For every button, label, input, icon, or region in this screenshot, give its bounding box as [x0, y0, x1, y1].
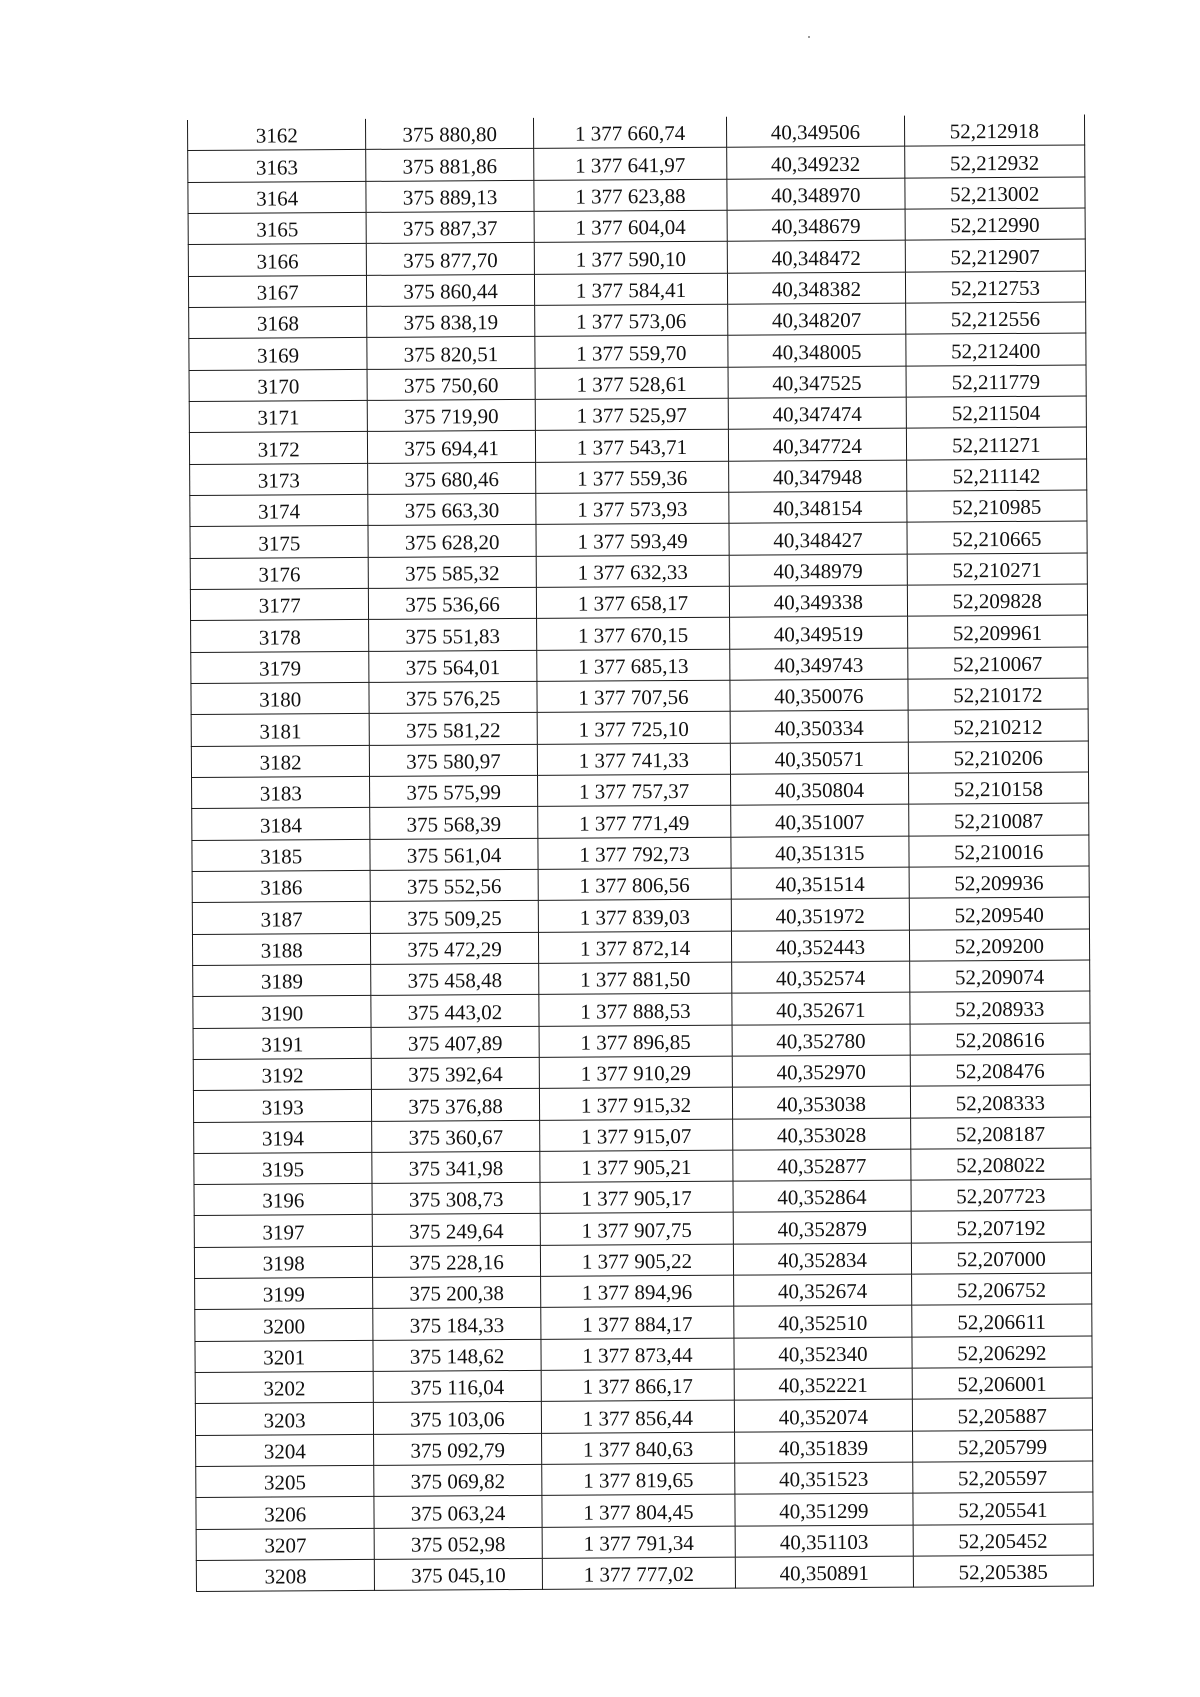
x-coordinate-cell: 375 881,86	[366, 149, 534, 181]
table-row	[192, 897, 1089, 934]
y-coordinate-cell: 1 377 804,45	[542, 1495, 736, 1528]
y-coordinate-cell: 1 377 528,61	[535, 367, 729, 400]
y-coordinate-cell: 1 377 543,71	[535, 429, 729, 462]
table-row	[195, 1273, 1092, 1310]
y-coordinate-cell: 1 377 806,56	[538, 868, 732, 901]
table-row	[188, 208, 1085, 245]
longitude-cell: 40,352970	[732, 1055, 910, 1087]
point-number-cell: 3191	[193, 1027, 372, 1059]
latitude-cell: 52,208476	[910, 1054, 1091, 1086]
latitude-cell: 52,210172	[907, 678, 1088, 710]
y-coordinate-cell: 1 377 905,22	[540, 1244, 734, 1277]
y-coordinate-cell: 1 377 658,17	[536, 586, 730, 619]
table-row	[194, 1116, 1091, 1153]
x-coordinate-cell: 375 552,56	[370, 869, 538, 901]
point-number-cell: 3202	[195, 1372, 374, 1404]
point-number-cell: 3192	[193, 1058, 372, 1090]
longitude-cell: 40,348970	[727, 178, 905, 210]
table-row	[193, 1085, 1090, 1122]
table-row	[188, 271, 1085, 308]
latitude-cell: 52,210206	[908, 741, 1089, 773]
latitude-cell: 52,212932	[904, 145, 1085, 177]
point-number-cell: 3165	[188, 212, 367, 244]
x-coordinate-cell: 375 407,89	[371, 1026, 539, 1058]
table-row	[193, 960, 1090, 997]
latitude-cell: 52,210158	[908, 772, 1089, 804]
y-coordinate-cell: 1 377 525,97	[535, 398, 729, 431]
x-coordinate-cell: 375 887,37	[366, 211, 534, 243]
longitude-cell: 40,348679	[727, 209, 905, 241]
longitude-cell: 40,352574	[732, 961, 910, 993]
table-row	[196, 1492, 1093, 1529]
y-coordinate-cell: 1 377 573,93	[536, 492, 730, 525]
x-coordinate-cell: 375 360,67	[372, 1120, 540, 1152]
point-number-cell: 3171	[189, 400, 368, 432]
latitude-cell: 52,205597	[912, 1461, 1093, 1493]
y-coordinate-cell: 1 377 791,34	[542, 1526, 736, 1559]
longitude-cell: 40,349338	[730, 585, 908, 617]
point-number-cell: 3196	[194, 1184, 373, 1216]
table-row	[190, 490, 1087, 527]
latitude-cell: 52,208616	[910, 1023, 1091, 1055]
table-row	[194, 1179, 1091, 1216]
y-coordinate-cell: 1 377 741,33	[537, 743, 731, 776]
longitude-cell: 40,350891	[735, 1556, 913, 1588]
point-number-cell: 3200	[195, 1309, 374, 1341]
y-coordinate-cell: 1 377 593,49	[536, 523, 730, 556]
latitude-cell: 52,210271	[907, 553, 1088, 585]
y-coordinate-cell: 1 377 907,75	[540, 1213, 734, 1246]
point-number-cell: 3208	[196, 1559, 375, 1591]
point-number-cell: 3195	[194, 1152, 373, 1184]
x-coordinate-cell: 375 392,64	[372, 1057, 540, 1089]
point-number-cell: 3189	[193, 964, 372, 996]
y-coordinate-cell: 1 377 819,65	[541, 1463, 735, 1496]
latitude-cell: 52,211779	[906, 365, 1087, 397]
x-coordinate-cell: 375 575,99	[370, 775, 538, 807]
table-row	[193, 1023, 1090, 1060]
latitude-cell: 52,209936	[909, 866, 1090, 898]
latitude-cell: 52,210665	[907, 521, 1088, 553]
latitude-cell: 52,206752	[911, 1273, 1092, 1305]
longitude-cell: 40,349743	[730, 648, 908, 680]
point-number-cell: 3175	[190, 526, 369, 558]
x-coordinate-cell: 375 052,98	[374, 1527, 542, 1559]
x-coordinate-cell: 375 458,48	[371, 963, 539, 995]
longitude-cell: 40,352834	[734, 1243, 912, 1275]
x-coordinate-cell: 375 376,88	[372, 1089, 540, 1121]
table-row	[192, 803, 1089, 840]
latitude-cell: 52,210985	[906, 490, 1087, 522]
latitude-cell: 52,209074	[909, 960, 1090, 992]
table-row	[192, 835, 1089, 872]
longitude-cell: 40,348005	[728, 334, 906, 366]
point-number-cell: 3205	[196, 1465, 375, 1497]
latitude-cell: 52,212918	[904, 115, 1085, 147]
y-coordinate-cell: 1 377 910,29	[539, 1056, 733, 1089]
x-coordinate-cell: 375 184,33	[373, 1308, 541, 1340]
y-coordinate-cell: 1 377 623,88	[534, 179, 728, 212]
longitude-cell: 40,350804	[731, 773, 909, 805]
point-number-cell: 3184	[192, 808, 371, 840]
table-row	[194, 1210, 1091, 1247]
point-number-cell: 3170	[189, 369, 368, 401]
y-coordinate-cell: 1 377 670,15	[536, 617, 730, 650]
latitude-cell: 52,207000	[911, 1242, 1092, 1274]
table-row	[189, 333, 1086, 370]
table-row	[191, 647, 1088, 684]
y-coordinate-cell: 1 377 707,56	[537, 680, 731, 713]
latitude-cell: 52,210212	[908, 709, 1089, 741]
y-coordinate-cell: 1 377 604,04	[534, 210, 728, 243]
latitude-cell: 52,206292	[912, 1336, 1093, 1368]
point-number-cell: 3168	[189, 306, 368, 338]
point-number-cell: 3179	[191, 651, 370, 683]
point-number-cell: 3169	[189, 338, 368, 370]
x-coordinate-cell: 375 103,06	[374, 1402, 542, 1434]
table-row	[196, 1555, 1093, 1592]
table-row	[196, 1524, 1093, 1561]
y-coordinate-cell: 1 377 888,53	[539, 993, 733, 1026]
y-coordinate-cell: 1 377 725,10	[537, 711, 731, 744]
table-row	[195, 1367, 1092, 1404]
longitude-cell: 40,351523	[735, 1462, 913, 1494]
x-coordinate-cell: 375 585,32	[369, 556, 537, 588]
longitude-cell: 40,347525	[728, 366, 906, 398]
longitude-cell: 40,352877	[733, 1149, 911, 1181]
longitude-cell: 40,352780	[732, 1024, 910, 1056]
y-coordinate-cell: 1 377 777,02	[542, 1557, 736, 1590]
x-coordinate-cell: 375 576,25	[369, 681, 537, 713]
latitude-cell: 52,212556	[905, 302, 1086, 334]
longitude-cell: 40,351103	[735, 1525, 913, 1557]
longitude-cell: 40,350076	[730, 679, 908, 711]
latitude-cell: 52,208933	[909, 991, 1090, 1023]
point-number-cell: 3164	[188, 181, 367, 213]
point-number-cell: 3174	[190, 494, 369, 526]
x-coordinate-cell: 375 860,44	[367, 274, 535, 306]
table-row	[193, 991, 1090, 1028]
y-coordinate-cell: 1 377 915,07	[539, 1119, 733, 1152]
latitude-cell: 52,207192	[911, 1210, 1092, 1242]
point-number-cell: 3167	[188, 275, 367, 307]
y-coordinate-cell: 1 377 905,17	[540, 1181, 734, 1214]
latitude-cell: 52,209540	[909, 897, 1090, 929]
y-coordinate-cell: 1 377 660,74	[533, 117, 727, 149]
coordinates-table	[187, 115, 1094, 1593]
latitude-cell: 52,208187	[910, 1116, 1091, 1148]
x-coordinate-cell: 375 200,38	[373, 1277, 541, 1309]
point-number-cell: 3177	[190, 588, 369, 620]
latitude-cell: 52,213002	[904, 177, 1085, 209]
x-coordinate-cell: 375 877,70	[367, 243, 535, 275]
x-coordinate-cell: 375 116,04	[374, 1370, 542, 1402]
point-number-cell: 3185	[192, 839, 371, 871]
longitude-cell: 40,347474	[728, 397, 906, 429]
point-number-cell: 3198	[194, 1246, 373, 1278]
y-coordinate-cell: 1 377 884,17	[541, 1307, 735, 1340]
x-coordinate-cell: 375 838,19	[367, 305, 535, 337]
table-row	[194, 1242, 1091, 1279]
table-row	[189, 302, 1086, 339]
point-number-cell: 3176	[190, 557, 369, 589]
scan-speck	[808, 36, 810, 38]
latitude-cell: 52,209200	[909, 929, 1090, 961]
y-coordinate-cell: 1 377 590,10	[534, 242, 728, 275]
latitude-cell: 52,206001	[912, 1367, 1093, 1399]
y-coordinate-cell: 1 377 905,21	[540, 1150, 734, 1183]
longitude-cell: 40,353038	[733, 1086, 911, 1118]
y-coordinate-cell: 1 377 873,44	[541, 1338, 735, 1371]
x-coordinate-cell: 375 069,82	[374, 1464, 542, 1496]
table-row	[195, 1304, 1092, 1341]
point-number-cell: 3190	[193, 996, 372, 1028]
y-coordinate-cell: 1 377 771,49	[537, 805, 731, 838]
table-row	[190, 553, 1087, 590]
table-row	[190, 584, 1087, 621]
latitude-cell: 52,205541	[912, 1492, 1093, 1524]
point-number-cell: 3183	[192, 776, 371, 808]
longitude-cell: 40,348207	[728, 303, 906, 335]
point-number-cell: 3186	[192, 870, 371, 902]
table-row	[196, 1430, 1093, 1467]
x-coordinate-cell: 375 536,66	[369, 587, 537, 619]
latitude-cell: 52,205887	[912, 1398, 1093, 1430]
y-coordinate-cell: 1 377 856,44	[541, 1401, 735, 1434]
longitude-cell: 40,351315	[731, 836, 909, 868]
point-number-cell: 3206	[196, 1497, 375, 1529]
point-number-cell: 3180	[191, 682, 370, 714]
table-row	[192, 929, 1089, 966]
x-coordinate-cell: 375 694,41	[368, 431, 536, 463]
y-coordinate-cell: 1 377 757,37	[537, 774, 731, 807]
y-coordinate-cell: 1 377 584,41	[534, 273, 728, 306]
table-row	[188, 177, 1085, 214]
point-number-cell: 3163	[188, 150, 367, 182]
longitude-cell: 40,352671	[732, 992, 910, 1024]
longitude-cell: 40,348472	[727, 240, 905, 272]
longitude-cell: 40,351299	[735, 1494, 913, 1526]
longitude-cell: 40,350571	[730, 742, 908, 774]
x-coordinate-cell: 375 581,22	[370, 713, 538, 745]
x-coordinate-cell: 375 719,90	[368, 399, 536, 431]
x-coordinate-cell: 375 443,02	[371, 995, 539, 1027]
longitude-cell: 40,349519	[730, 616, 908, 648]
latitude-cell: 52,209961	[907, 615, 1088, 647]
point-number-cell: 3194	[194, 1121, 373, 1153]
longitude-cell: 40,349232	[727, 146, 905, 178]
y-coordinate-cell: 1 377 839,03	[538, 899, 732, 932]
y-coordinate-cell: 1 377 896,85	[539, 1025, 733, 1058]
table-row	[192, 772, 1089, 809]
longitude-cell: 40,352074	[735, 1400, 913, 1432]
table-row	[187, 115, 1084, 151]
longitude-cell: 40,348979	[729, 554, 907, 586]
x-coordinate-cell: 375 680,46	[368, 462, 536, 494]
x-coordinate-cell: 375 580,97	[370, 744, 538, 776]
table-row	[188, 239, 1085, 276]
latitude-cell: 52,211504	[906, 396, 1087, 428]
table-row	[191, 678, 1088, 715]
longitude-cell: 40,353028	[733, 1118, 911, 1150]
y-coordinate-cell: 1 377 559,70	[535, 335, 729, 368]
x-coordinate-cell: 375 663,30	[368, 493, 536, 525]
table-row	[191, 741, 1088, 778]
latitude-cell: 52,210067	[907, 647, 1088, 679]
table-row	[193, 1054, 1090, 1091]
longitude-cell: 40,352879	[733, 1212, 911, 1244]
longitude-cell: 40,350334	[730, 710, 908, 742]
longitude-cell: 40,347724	[729, 428, 907, 460]
point-number-cell: 3203	[195, 1403, 374, 1435]
y-coordinate-cell: 1 377 792,73	[538, 837, 732, 870]
x-coordinate-cell: 375 564,01	[369, 650, 537, 682]
point-number-cell: 3188	[192, 933, 371, 965]
y-coordinate-cell: 1 377 894,96	[540, 1275, 734, 1308]
x-coordinate-cell: 375 148,62	[373, 1339, 541, 1371]
y-coordinate-cell: 1 377 881,50	[538, 962, 732, 995]
coordinates-table-body	[187, 115, 1093, 1592]
longitude-cell: 40,348427	[729, 522, 907, 554]
y-coordinate-cell: 1 377 632,33	[536, 555, 730, 588]
y-coordinate-cell: 1 377 915,32	[539, 1087, 733, 1120]
point-number-cell: 3207	[196, 1528, 375, 1560]
x-coordinate-cell: 375 880,80	[366, 118, 534, 150]
latitude-cell: 52,208333	[910, 1085, 1091, 1117]
table-row	[189, 396, 1086, 433]
x-coordinate-cell: 375 092,79	[374, 1433, 542, 1465]
latitude-cell: 52,208022	[910, 1148, 1091, 1180]
longitude-cell: 40,352340	[734, 1337, 912, 1369]
longitude-cell: 40,349506	[727, 116, 905, 148]
latitude-cell: 52,212753	[905, 271, 1086, 303]
longitude-cell: 40,352864	[733, 1180, 911, 1212]
point-number-cell: 3197	[194, 1215, 373, 1247]
longitude-cell: 40,352221	[734, 1368, 912, 1400]
point-number-cell: 3187	[192, 902, 371, 934]
y-coordinate-cell: 1 377 641,97	[533, 148, 727, 181]
latitude-cell: 52,212907	[905, 239, 1086, 271]
latitude-cell: 52,206611	[911, 1304, 1092, 1336]
table-row	[191, 709, 1088, 746]
y-coordinate-cell: 1 377 685,13	[536, 649, 730, 682]
x-coordinate-cell: 375 249,64	[373, 1214, 541, 1246]
latitude-cell: 52,207723	[911, 1179, 1092, 1211]
x-coordinate-cell: 375 045,10	[375, 1558, 543, 1590]
x-coordinate-cell: 375 063,24	[374, 1496, 542, 1528]
table-row	[192, 866, 1089, 903]
y-coordinate-cell: 1 377 573,06	[534, 304, 728, 337]
latitude-cell: 52,205452	[913, 1524, 1094, 1556]
point-number-cell: 3199	[195, 1278, 374, 1310]
table-row	[196, 1461, 1093, 1498]
table-row	[190, 521, 1087, 558]
x-coordinate-cell: 375 228,16	[373, 1245, 541, 1277]
x-coordinate-cell: 375 341,98	[372, 1151, 540, 1183]
point-number-cell: 3162	[187, 119, 366, 151]
longitude-cell: 40,351514	[731, 867, 909, 899]
table-row	[188, 145, 1085, 182]
point-number-cell: 3182	[191, 745, 370, 777]
latitude-cell: 52,212400	[905, 333, 1086, 365]
latitude-cell: 52,210016	[908, 835, 1089, 867]
longitude-cell: 40,351972	[731, 898, 909, 930]
x-coordinate-cell: 375 472,29	[371, 932, 539, 964]
table-row	[189, 365, 1086, 402]
table-row	[189, 427, 1086, 464]
point-number-cell: 3173	[190, 463, 369, 495]
point-number-cell: 3204	[196, 1434, 375, 1466]
y-coordinate-cell: 1 377 840,63	[541, 1432, 735, 1465]
latitude-cell: 52,210087	[908, 803, 1089, 835]
latitude-cell: 52,212990	[905, 208, 1086, 240]
latitude-cell: 52,211142	[906, 459, 1087, 491]
longitude-cell: 40,352443	[732, 930, 910, 962]
latitude-cell: 52,209828	[907, 584, 1088, 616]
latitude-cell: 52,205799	[912, 1430, 1093, 1462]
point-number-cell: 3172	[189, 432, 368, 464]
longitude-cell: 40,347948	[729, 460, 907, 492]
latitude-cell: 52,205385	[913, 1555, 1094, 1587]
x-coordinate-cell: 375 750,60	[367, 368, 535, 400]
y-coordinate-cell: 1 377 872,14	[538, 931, 732, 964]
table-row	[191, 615, 1088, 652]
table-row	[190, 459, 1087, 496]
x-coordinate-cell: 375 568,39	[370, 807, 538, 839]
y-coordinate-cell: 1 377 559,36	[535, 461, 729, 494]
longitude-cell: 40,351007	[731, 804, 909, 836]
x-coordinate-cell: 375 551,83	[369, 619, 537, 651]
longitude-cell: 40,348154	[729, 491, 907, 523]
x-coordinate-cell: 375 628,20	[368, 525, 536, 557]
point-number-cell: 3166	[188, 244, 367, 276]
longitude-cell: 40,352510	[734, 1306, 912, 1338]
longitude-cell: 40,351839	[735, 1431, 913, 1463]
x-coordinate-cell: 375 820,51	[367, 337, 535, 369]
point-number-cell: 3181	[191, 714, 370, 746]
y-coordinate-cell: 1 377 866,17	[541, 1369, 735, 1402]
x-coordinate-cell: 375 561,04	[370, 838, 538, 870]
x-coordinate-cell: 375 889,13	[366, 180, 534, 212]
point-number-cell: 3178	[191, 620, 370, 652]
latitude-cell: 52,211271	[906, 427, 1087, 459]
point-number-cell: 3201	[195, 1340, 374, 1372]
longitude-cell: 40,352674	[734, 1274, 912, 1306]
table-row	[195, 1398, 1092, 1435]
table-row	[194, 1148, 1091, 1185]
longitude-cell: 40,348382	[728, 272, 906, 304]
x-coordinate-cell: 375 308,73	[372, 1183, 540, 1215]
point-number-cell: 3193	[193, 1090, 372, 1122]
x-coordinate-cell: 375 509,25	[371, 901, 539, 933]
table-row	[195, 1336, 1092, 1373]
